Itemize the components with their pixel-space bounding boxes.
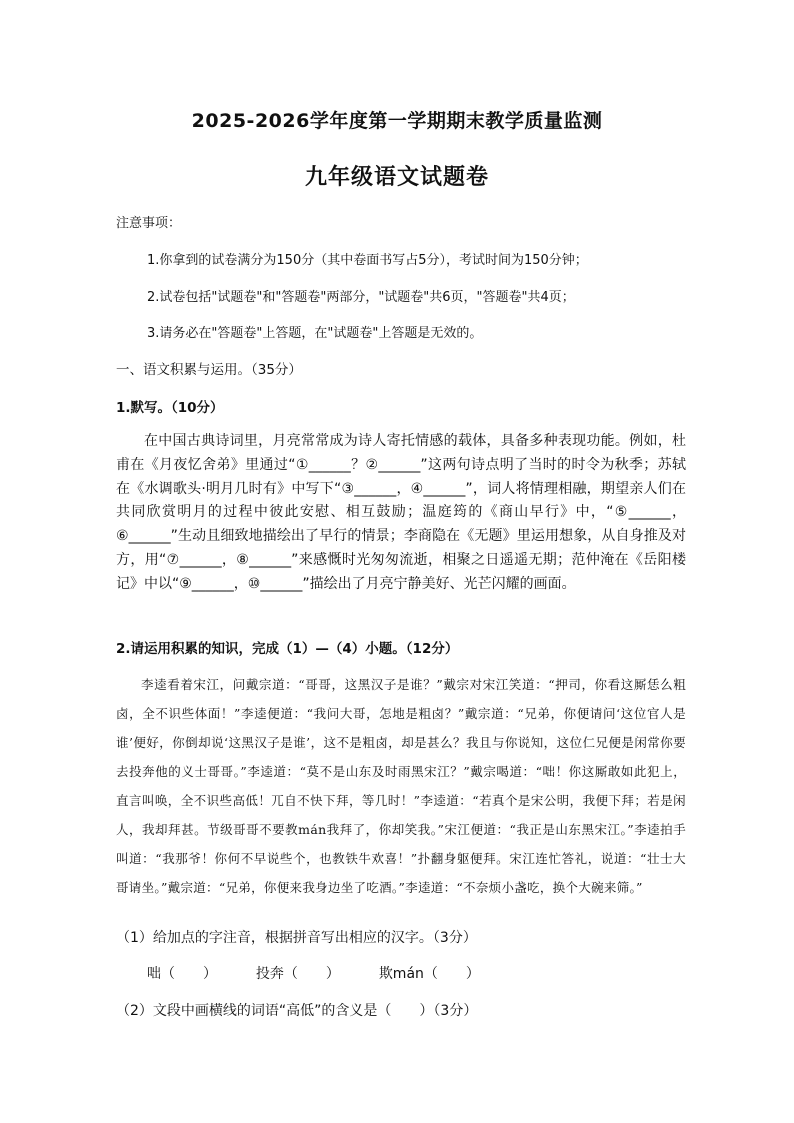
- pinyin-items: [147, 963, 480, 983]
- exam-subtitle: 九年级语文试题卷: [304, 165, 489, 190]
- question-1-text: 在中国古典诗词里，月亮常常成为诗人寄托情感的载体，具备多种表现功能。例如，杜甫在《月夜忆舍弟》里通过“①______？②______”这两句诗点明了当时的时令为秋季；苏轼在《水调歌头·明月几时有》中写下“③______，④______”，词人将情理相融，期望亲人们在共同欣赏明月的过程中彼此安慰、相互鼓励；温庭筠的《商山早行》中，“⑤______，⑥______”生动且细致地描绘出了早行的情景；李商隐在《无题》里运用想象，从自身推及对方，用“⑦______，⑧______”来感慨时光匆匆流逝，相聚之日遥遥无期；范仲淹在《岳阳楼记》中以“⑨______，⑩______”描绘出了月亮宁静美好、光芒闪耀的画面。: [116, 433, 686, 592]
- sub-question-1: （1）给加点的字注音，根据拼音写出相应的汉字。（3分）: [116, 930, 477, 946]
- note-item-3: 3.请务必在"答题卷"上答题，在"试题卷"上答题是无效的。: [147, 326, 483, 341]
- notes-heading: 注意事项：: [116, 216, 182, 231]
- question-2-passage: 李逵看着宋江，问戴宗道：“哥哥，这黑汉子是谁？”戴宗对宋江笑道：“押司，你看这厮恁么粗卤，全不识些体面！”李逵便道：“我问大哥，怎地是粗卤？”戴宗道：“兄弟，你便请问‘这位官人是谁’便好，你倒却说‘这黑汉子是谁’，这不是粗卤，却是甚么？我且与你说知，这位仁兄便是闲常你要去投奔他的义士哥哥。”李逵道：“莫不是山东及时雨黑宋江？”戴宗喝道：“咄！你这厮敢如此犯上，直言叫唤，全不识些高低！兀自不快下拜，等几时！”李逵道：“若真个是宋公明，我便下拜；若是闲人，我却拜甚。节级哥哥不要教mán我拜了，你却笑我。”宋江便道：“我正是山东黑宋江。”李逵拍手叫道：“我那爷！你何不早说些个，也教铁牛欢喜！”扑翻身躯便拜。宋江连忙答礼，说道：“壮士大哥请坐。”戴宗道：“兄弟，你便来我身边坐了吃酒。”李逵道：“不奈烦小盏吃，换个大碗来筛。”: [116, 677, 686, 895]
- exam-title: 2025-2026学年度第一学期期末教学质量监测: [191, 110, 603, 132]
- pinyin-item-3: 欺mán（ ）: [378, 966, 480, 982]
- question-2-label: 2.请运用积累的知识，完成（1）—（4）小题。（12分）: [116, 641, 459, 657]
- section-heading: 一、语文积累与运用。（35分）: [116, 362, 302, 378]
- question-1-label: 1.默写。（10分）: [116, 400, 224, 416]
- pinyin-item-2: 投奔（ ）: [255, 966, 340, 982]
- sub-question-2: （2）文段中画横线的词语“高低”的含义是（ ）（3分）: [116, 1003, 478, 1019]
- note-item-2: 2.试卷包括"试题卷"和"答题卷"两部分，"试题卷"共6页，"答题卷"共4页；: [147, 290, 575, 305]
- pinyin-item-1: 咄（ ）: [147, 966, 217, 982]
- note-item-1: 1.你拿到的试卷满分为150分（其中卷面书写占5分），考试时间为150分钟；: [147, 253, 588, 268]
